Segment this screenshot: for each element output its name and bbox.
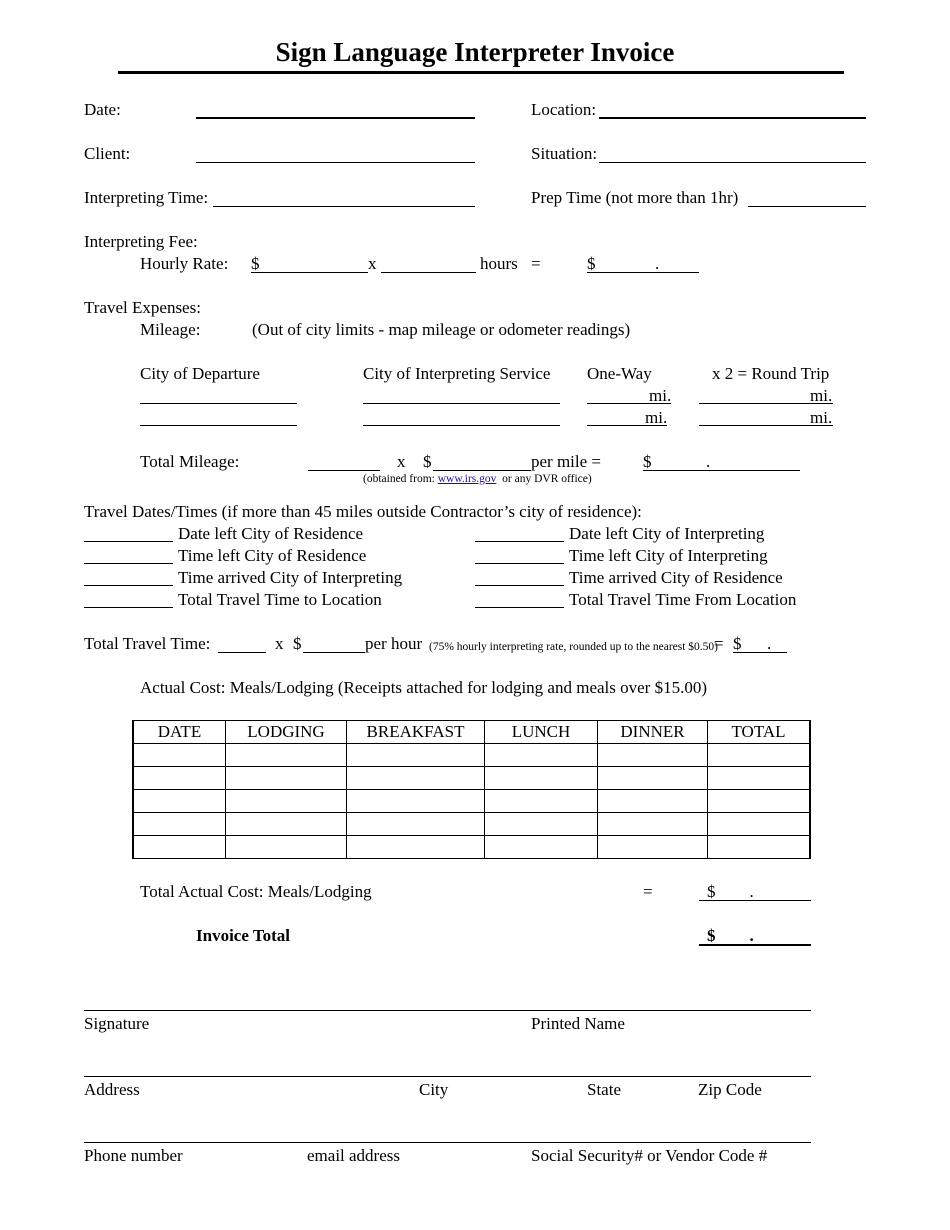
location-field[interactable] [599,117,866,119]
meals-lodging-table [132,720,811,859]
table-cell[interactable] [598,813,708,836]
city-label: City [419,1080,449,1099]
total-travel-time-field[interactable] [218,652,266,653]
left-field-2[interactable] [84,563,173,564]
right-field-4[interactable] [475,607,564,608]
client-field[interactable] [196,162,475,163]
table-cell[interactable] [133,790,226,813]
time-left-interpreting: Time left City of Interpreting [569,546,768,565]
interpreting-fee-heading: Interpreting Fee: [84,232,198,251]
per-hour-label: per hour [365,634,423,653]
table-row [133,813,810,836]
address-line[interactable] [84,1076,811,1077]
hours-field[interactable] [381,272,476,273]
table-cell[interactable] [226,790,347,813]
actual-cost-result-field[interactable] [699,900,811,901]
time-arrived-residence: Time arrived City of Residence [569,568,783,587]
invoice-total-field[interactable] [699,944,811,946]
table-cell[interactable] [708,813,811,836]
irs-link[interactable]: www.irs.gov [437,473,497,485]
invoice-total-result: $ . [707,926,754,945]
col-one-way: One-Way [587,364,652,383]
table-row [133,790,810,813]
address-label: Address [84,1080,140,1099]
table-cell[interactable] [708,836,811,859]
col-dinner: DINNER [598,721,708,744]
date-left-residence: Date left City of Residence [178,524,364,543]
situation-label: Situation: [531,144,598,163]
hourly-rate-label: Hourly Rate: [140,254,229,273]
date-field[interactable] [196,117,475,119]
email-label: email address [307,1146,400,1165]
page-title: Sign Language Interpreter Invoice [275,37,675,67]
irs-note-suffix: or any DVR office) [502,473,592,485]
table-cell[interactable] [598,767,708,790]
table-cell[interactable] [226,744,347,767]
prep-time-field[interactable] [748,206,866,207]
table-cell[interactable] [347,790,485,813]
table-row [133,767,810,790]
invoice-total-label: Invoice Total [196,926,290,945]
left-field-1[interactable] [84,541,173,542]
total-travel-from-location: Total Travel Time From Location [569,590,797,609]
hourly-times: x [368,254,377,273]
table-cell[interactable] [347,836,485,859]
col-city-service: City of Interpreting Service [363,364,551,383]
mileage-result-dot: . [706,452,711,471]
per-mile-label: per mile = [531,452,602,471]
right-field-2[interactable] [475,563,564,564]
left-field-4[interactable] [84,607,173,608]
round-trip-mi-1: mi. [810,386,833,405]
table-cell[interactable] [708,744,811,767]
table-cell[interactable] [133,767,226,790]
travel-dollar: $ [293,634,302,653]
hours-label: hours [480,254,518,273]
client-label: Client: [84,144,131,163]
one-way-mi-2: mi. [645,408,668,427]
irs-note [363,471,592,487]
mileage-result-dollar: $ [643,452,652,471]
col-city-departure: City of Departure [140,364,260,383]
table-cell[interactable] [708,790,811,813]
phone-line[interactable] [84,1142,811,1143]
round-trip-mi-2: mi. [810,408,833,427]
service-field-2[interactable] [363,425,560,426]
actual-cost-label: Actual Cost: Meals/Lodging (Receipts attached for lodging and meals over $15.00) [140,678,708,697]
table-cell[interactable] [226,813,347,836]
table-cell[interactable] [347,767,485,790]
col-breakfast: BREAKFAST [347,721,485,744]
mileage-times: x [397,452,406,471]
one-way-mi-1: mi. [649,386,672,405]
col-lunch: LUNCH [485,721,598,744]
right-field-3[interactable] [475,585,564,586]
table-cell[interactable] [133,744,226,767]
irs-note-prefix: (obtained from: [363,473,435,485]
total-mileage-label: Total Mileage: [140,452,240,471]
fee-result-dot: . [655,254,660,273]
table-cell[interactable] [347,744,485,767]
table-cell[interactable] [598,790,708,813]
situation-field[interactable] [599,162,866,163]
col-date: DATE [133,721,226,744]
table-cell[interactable] [133,813,226,836]
interpreting-time-label: Interpreting Time: [84,188,209,207]
zip-code-label: Zip Code [698,1080,762,1099]
table-cell[interactable] [133,836,226,859]
departure-field-1[interactable] [140,403,297,404]
fee-result-field[interactable] [587,272,699,273]
date-left-interpreting: Date left City of Interpreting [569,524,765,543]
signature-line[interactable] [84,1010,811,1011]
per-hour-note: (75% hourly interpreting rate, rounded up to the nearest $0.50) [429,641,719,653]
phone-label: Phone number [84,1146,183,1165]
fee-equals: = [531,254,541,273]
hourly-rate-dollar: $ [251,254,260,273]
per-hour-field[interactable] [303,652,365,653]
table-cell[interactable] [226,836,347,859]
interpreting-time-field[interactable] [213,206,475,207]
travel-expenses-heading: Travel Expenses: [84,298,201,317]
table-cell[interactable] [708,767,811,790]
travel-dates-heading: Travel Dates/Times (if more than 45 miles outside Contractor’s city of residence): [84,502,642,521]
date-label: Date: [84,100,121,119]
table-header-row [133,721,810,744]
time-left-residence: Time left City of Residence [178,546,367,565]
table-cell[interactable] [485,767,598,790]
hourly-rate-field[interactable] [251,272,368,273]
table-cell[interactable] [485,790,598,813]
table-cell[interactable] [485,744,598,767]
travel-result: $ . [733,634,772,653]
table-cell[interactable] [347,813,485,836]
actual-cost-result: $ . [707,882,754,901]
left-field-3[interactable] [84,585,173,586]
table-cell[interactable] [226,767,347,790]
travel-equals: = [714,634,724,653]
travel-times: x [275,634,284,653]
table-cell[interactable] [598,836,708,859]
right-field-1[interactable] [475,541,564,542]
table-cell[interactable] [598,744,708,767]
col-round-trip: x 2 = Round Trip [712,364,830,383]
state-label: State [587,1080,621,1099]
mileage-result-field[interactable] [643,470,800,471]
signature-label: Signature [84,1014,150,1033]
ssn-vendor-label: Social Security# or Vendor Code # [531,1146,768,1165]
title-rule [118,71,844,74]
table-row [133,744,810,767]
departure-field-2[interactable] [140,425,297,426]
col-lodging: LODGING [226,721,347,744]
col-total: TOTAL [708,721,811,744]
service-field-1[interactable] [363,403,560,404]
prep-time-label: Prep Time (not more than 1hr) [531,188,739,207]
table-cell[interactable] [485,836,598,859]
mileage-dollar: $ [423,452,432,471]
table-row [133,836,810,859]
mileage-label: Mileage: [140,320,201,339]
actual-cost-equals: = [643,882,653,901]
total-actual-cost-label: Total Actual Cost: Meals/Lodging [140,882,372,901]
printed-name-label: Printed Name [531,1014,625,1033]
total-travel-time-label: Total Travel Time: [84,634,211,653]
table-cell[interactable] [485,813,598,836]
fee-result-dollar: $ [587,254,596,273]
total-travel-to-location: Total Travel Time to Location [178,590,382,609]
mileage-note: (Out of city limits - map mileage or odometer readings) [252,320,631,339]
location-label: Location: [531,100,597,119]
time-arrived-interpreting: Time arrived City of Interpreting [178,568,403,587]
travel-result-field[interactable] [733,652,787,653]
